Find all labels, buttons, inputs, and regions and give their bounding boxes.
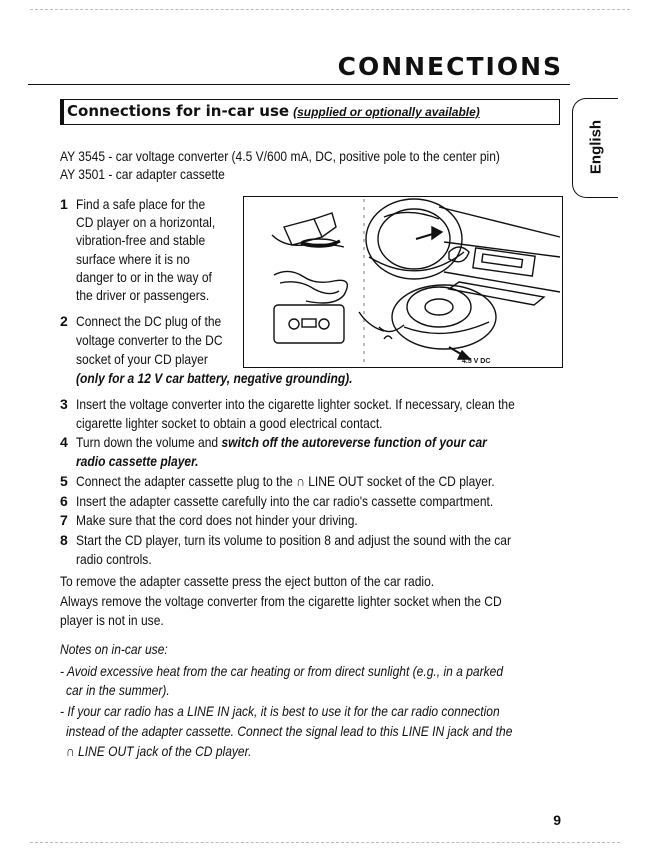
step-3-number: 3: [60, 396, 68, 412]
step-8-line-1: Start the CD player, turn its volume to position 8 and adjust the sound with the car: [76, 532, 512, 548]
page-title: CONNECTIONS: [337, 52, 563, 81]
section-heading-box: [60, 99, 560, 125]
step-4-line-1: [76, 433, 487, 451]
step-6-number: 6: [60, 493, 68, 509]
step-4-emphasis-1: switch off the autoreverse function of your car: [221, 434, 487, 450]
headphone-icon: ∩: [296, 473, 305, 489]
step-7-line: Make sure that the cord does not hinder your driving.: [76, 512, 358, 528]
step-1-line-2: CD player on a horizontal,: [76, 214, 216, 230]
note-2-line-2: instead of the adapter cassette. Connect the signal lead to this LINE IN jack and the: [66, 723, 513, 739]
step-1-number: 1: [60, 196, 68, 212]
step-1-line-4: surface where it is no: [76, 251, 190, 267]
scan-artifact-top: [30, 9, 630, 10]
step-2-number: 2: [60, 313, 68, 329]
step-1-line-6: the driver or passengers.: [76, 287, 210, 303]
step-1-line-5: danger to or in the way of: [76, 269, 212, 285]
step-2-line-1: Connect the DC plug of the: [76, 313, 222, 329]
step-2-note: (only for a 12 V car battery, negative grounding).: [76, 370, 353, 386]
section-subtitle: (supplied or optionally available): [293, 105, 480, 119]
car-connection-drawing: [244, 197, 561, 366]
note-headphone-icon: ∩: [66, 743, 75, 759]
section-title-text: Connections for in-car use: [67, 102, 290, 120]
step-1-line-1: Find a safe place for the: [76, 196, 206, 212]
dashboard-drawing: [364, 199, 560, 362]
page-number: 9: [553, 812, 561, 828]
note-1-line-1: - Avoid excessive heat from the car heating or from direct sunlight (e.g., in a parked: [60, 663, 504, 679]
car-connection-illustration: [243, 196, 563, 368]
step-8-line-2: radio controls.: [76, 551, 152, 567]
header-rule: [28, 84, 570, 85]
intro-line-1: AY 3545 - car voltage converter (4.5 V/600 mA, DC, positive pole to the center pin): [60, 148, 500, 164]
note-2-line-3-text: LINE OUT jack of the CD player.: [77, 743, 252, 759]
step-4-number: 4: [60, 434, 68, 450]
step-7-number: 7: [60, 512, 68, 528]
step-5-line: [76, 472, 495, 490]
step-5-post: LINE OUT socket of the CD player.: [308, 473, 495, 489]
step-3-line-1: Insert the voltage converter into the cigarette lighter socket. If necessary, clean the: [76, 396, 515, 412]
language-tab-label: English: [587, 119, 605, 175]
notes-heading: Notes on in-car use:: [60, 641, 168, 657]
remove-cassette-text: To remove the adapter cassette press the eject button of the car radio.: [60, 573, 435, 589]
note-2-line-3: [66, 742, 252, 760]
step-8-number: 8: [60, 532, 68, 548]
step-2-line-3: socket of your CD player: [76, 351, 208, 367]
step-6-line: Insert the adapter cassette carefully into the car radio's cassette compartment.: [76, 493, 494, 509]
step-1-line-3: vibration-free and stable: [76, 232, 206, 248]
adapter-cassette-drawing: [274, 271, 347, 343]
section-heading-bar: [61, 100, 64, 124]
step-5-number: 5: [60, 473, 68, 489]
note-1-line-2: car in the summer).: [66, 682, 170, 698]
note-2-line-1: - If your car radio has a LINE IN jack, it is best to use it for the car radio connection: [60, 703, 500, 719]
step-4-plain: Turn down the volume and: [76, 434, 222, 450]
step-5-pre: Connect the adapter cassette plug to the: [76, 473, 293, 489]
intro-line-2: AY 3501 - car adapter cassette: [60, 166, 225, 182]
always-remove-line-2: player is not in use.: [60, 612, 164, 628]
step-2-line-2: voltage converter to the DC: [76, 332, 223, 348]
voltage-converter-drawing: [272, 213, 344, 247]
dc-socket-label: 4.5 V DC: [462, 358, 491, 365]
step-3-line-2: cigarette lighter socket to obtain a good electrical contact.: [76, 415, 383, 431]
scan-artifact-bottom: [30, 842, 620, 843]
always-remove-line-1: Always remove the voltage converter from the cigarette lighter socket when the CD: [60, 593, 502, 609]
section-title: [67, 102, 480, 120]
step-4-emphasis-2: radio cassette player.: [76, 453, 199, 469]
